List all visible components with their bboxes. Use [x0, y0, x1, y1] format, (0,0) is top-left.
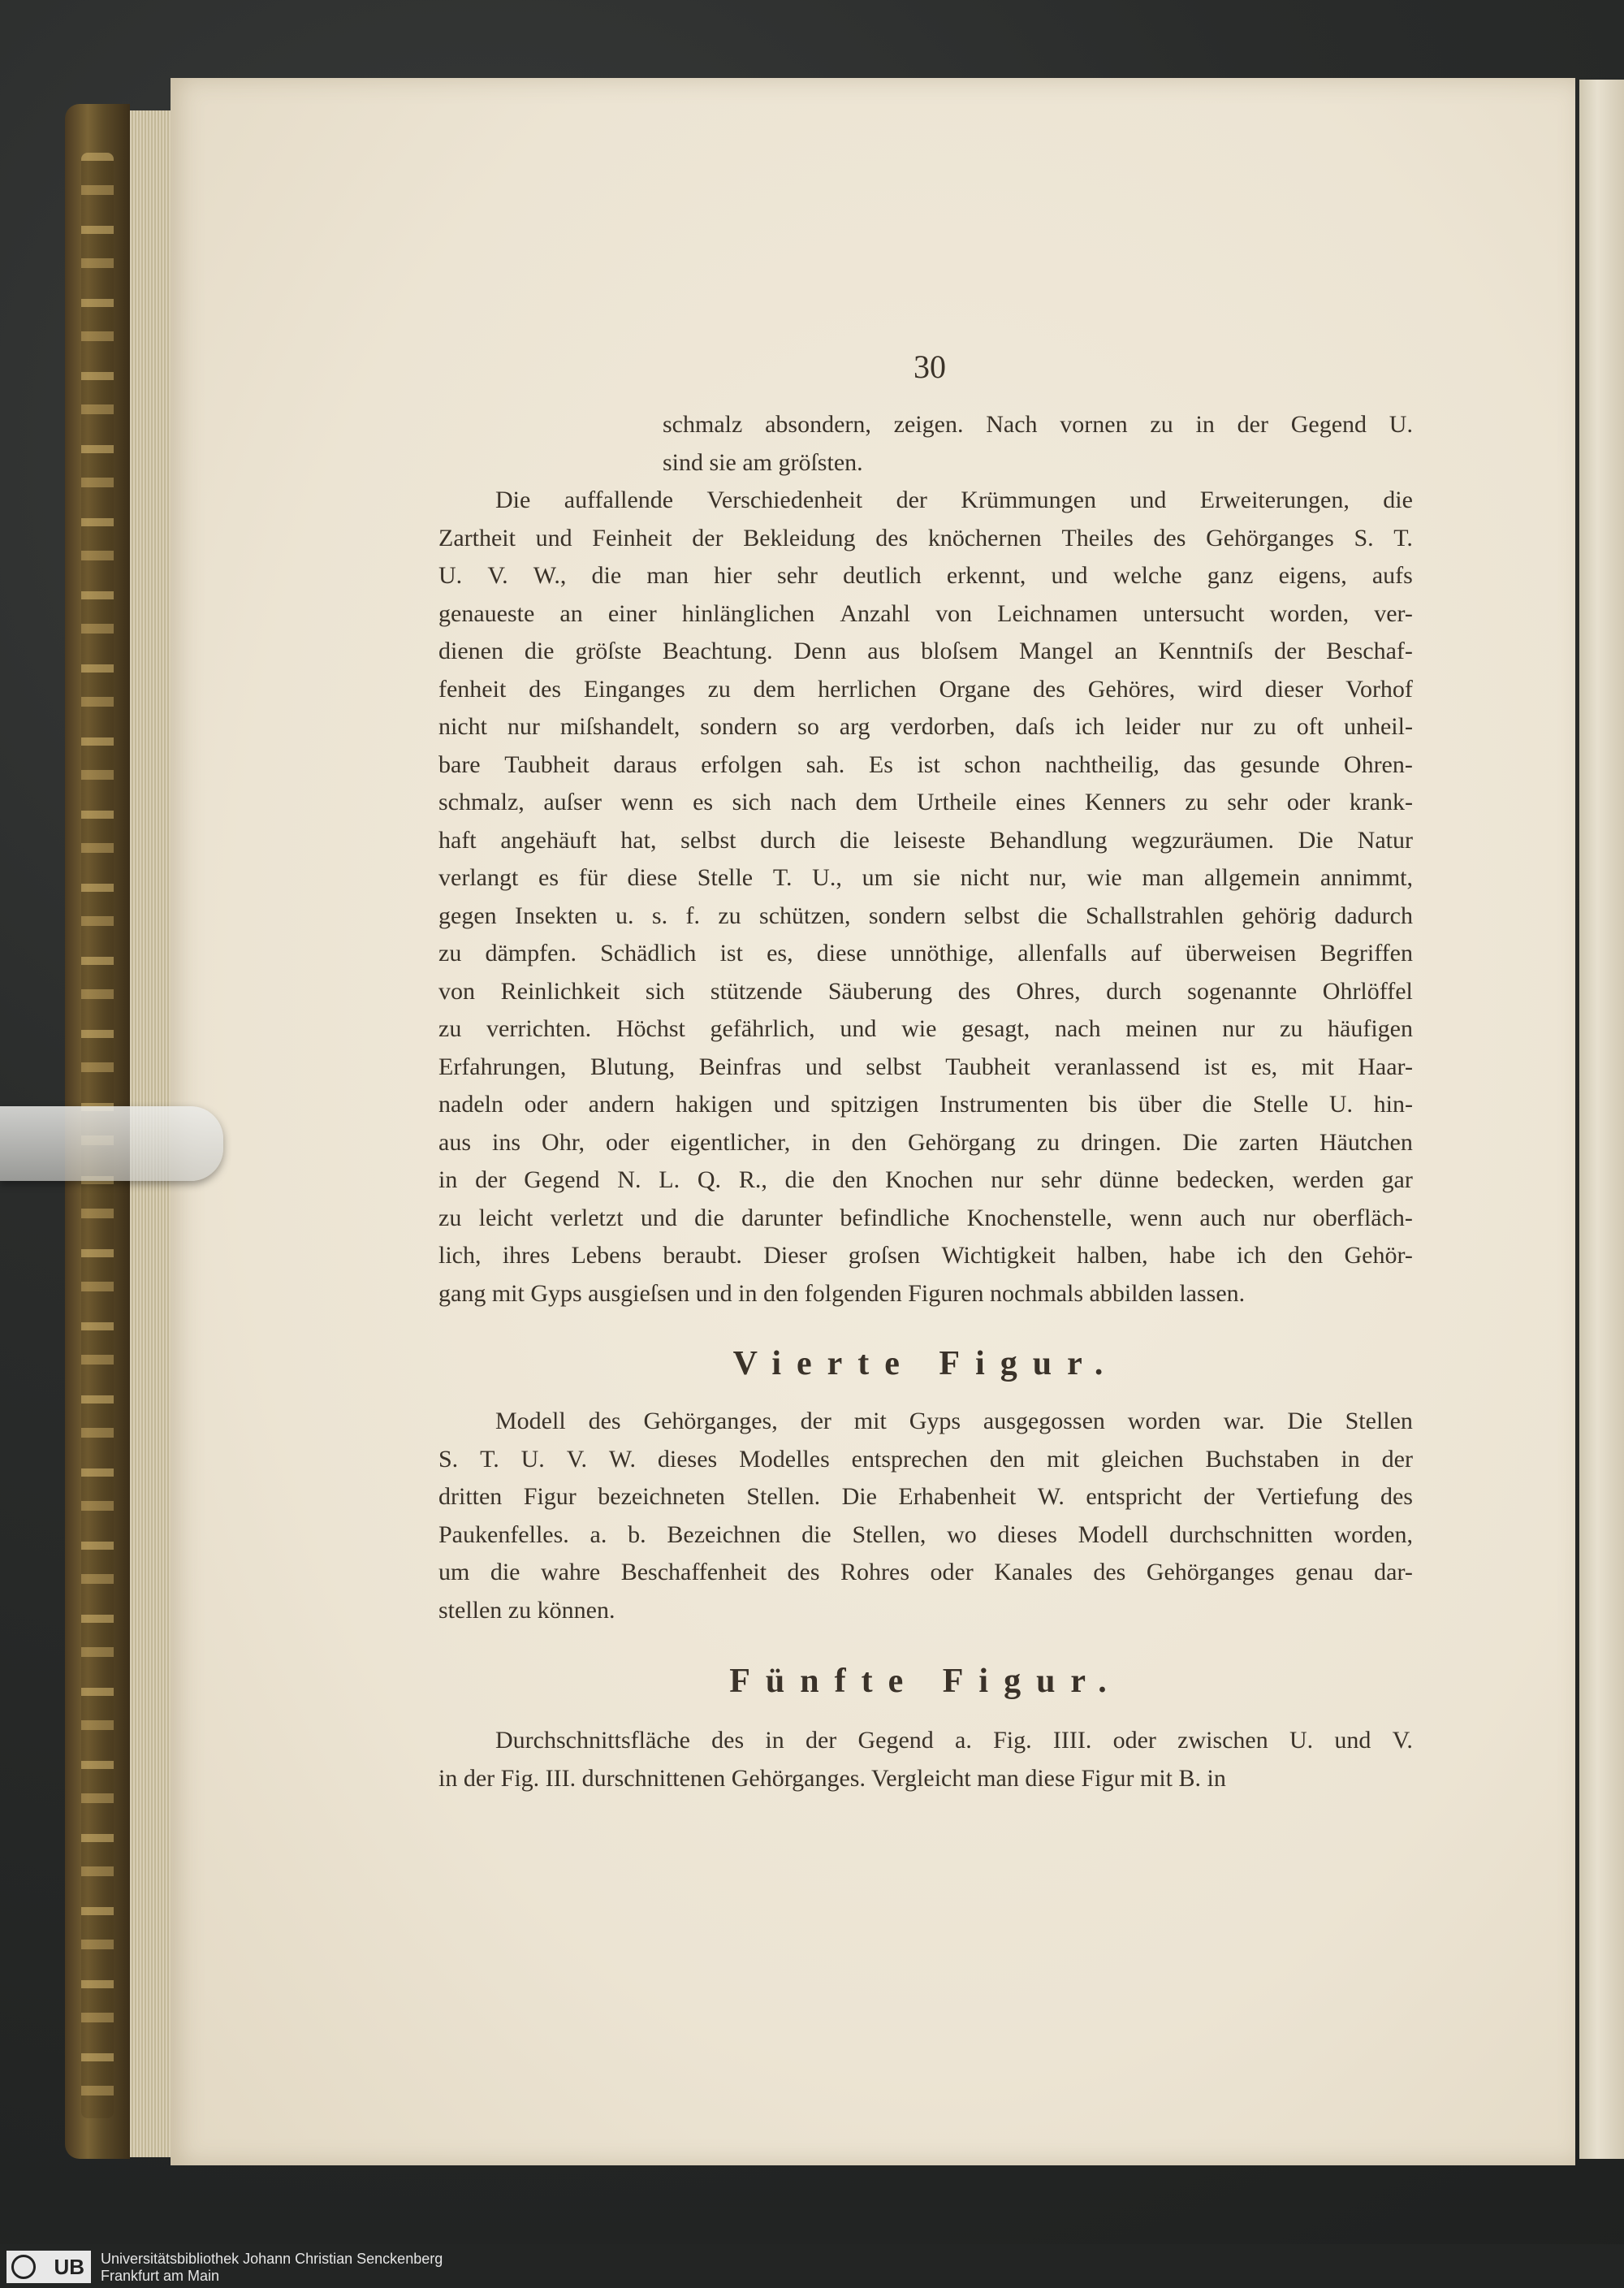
text-line: schmalz absondern, zeigen. Nach vornen zu in der Gegend U. — [663, 411, 1413, 438]
text-line: von Reinlichkeit sich stützende Säuberung des Ohres, durch sogenannte Ohrlöffel — [438, 977, 1413, 1005]
text-line: verlangt es für diese Stelle T. U., um sie nicht nur, wie man allgemein annimmt, — [438, 864, 1413, 891]
text-line: genaueste an einer hinlänglichen Anzahl von Leichnamen untersucht worden, ver- — [438, 599, 1413, 627]
text-block-2 — [438, 482, 1413, 1313]
text-line: zu dämpfen. Schädlich ist es, diese unnöthige, allenfalls auf überweisen Begriffen — [438, 940, 1413, 967]
text-block-4 — [438, 1722, 1413, 1797]
text-block-1 — [663, 406, 1413, 482]
text-line: stellen zu können. — [438, 1596, 615, 1624]
text-line: haft angehäuft hat, selbst durch die leiseste Behandlung wegzuräumen. Die Natur — [438, 826, 1413, 854]
text-line: um die wahre Beschaffenheit des Rohres oder Kanales des Gehörganges genau dar- — [438, 1559, 1413, 1585]
text-line: zu leicht verletzt und die darunter befindliche Knochenstelle, wenn auch nur oberfläch- — [438, 1204, 1413, 1231]
library-name — [101, 2251, 443, 2285]
text-line: sind sie am gröſsten. — [663, 448, 863, 476]
text-line: gang mit Gyps ausgieſsen und in den folgenden Figuren nochmals abbilden lassen. — [438, 1279, 1246, 1307]
text-line: schmalz, auſser wenn es sich nach dem Urtheile eines Kenners zu sehr oder krank- — [438, 789, 1413, 815]
text-line: Paukenfelles. a. b. Bezeichnen die Stellen, wo dieses Modell durchschnitten worden, — [438, 1520, 1413, 1548]
text-line: nadeln oder andern hakigen und spitzigen Instrumenten bis über die Stelle U. hin- — [438, 1091, 1413, 1118]
library-logo-text: UB — [54, 2254, 84, 2279]
text-line: gegen Insekten u. s. f. zu schützen, sondern selbst die Schallstrahlen gehörig dadurch — [438, 902, 1413, 929]
text-line: aus ins Ohr, oder eigentlicher, in den Gehörgang zu dringen. Die zarten Häutchen — [438, 1128, 1413, 1156]
page-clip — [0, 1106, 223, 1181]
library-logo-mark — [11, 2255, 36, 2279]
text-line: Modell des Gehörganges, der mit Gyps ausgegossen worden war. Die Stellen — [495, 1408, 1413, 1434]
text-line: dritten Figur bezeichneten Stellen. Die Erhabenheit W. entspricht der Vertiefung des — [438, 1483, 1413, 1510]
library-name-line-2: Frankfurt am Main — [101, 2268, 220, 2284]
text-line: Erfahrungen, Blutung, Beinfras und selbst Taubheit veranlassend ist es, mit Haar- — [438, 1053, 1413, 1080]
text-line: Durchschnittsfläche des in der Gegend a. Fig. IIII. oder zwischen U. und V. — [495, 1727, 1413, 1754]
text-line: in der Gegend N. L. Q. R., die den Knochen nur sehr dünne bedecken, werden gar — [438, 1166, 1413, 1193]
library-footer — [0, 2244, 1624, 2288]
library-name-line-1: Universitätsbibliothek Johann Christian Senckenberg — [101, 2251, 443, 2267]
text-line: dienen die gröſste Beachtung. Denn aus bloſsem Mangel an Kenntniſs der Beschaf- — [438, 638, 1413, 664]
text-line: S. T. U. V. W. dieses Modelles entsprechen den mit gleichen Buchstaben in der — [438, 1445, 1413, 1473]
text-block-3 — [438, 1403, 1413, 1629]
text-line: lich, ihres Lebens beraubt. Dieser groſsen Wichtigkeit halben, habe ich den Gehör- — [438, 1242, 1413, 1269]
text-line: zu verrichten. Höchst gefährlich, und wie gesagt, nach meinen nur zu häufigen — [438, 1015, 1413, 1042]
text-line: bare Taubheit daraus erfolgen sah. Es ist schon nachtheilig, das gesunde Ohren- — [438, 750, 1413, 778]
text-line: U. V. W., die man hier sehr deutlich erkennt, und welche ganz eigens, aufs — [438, 562, 1413, 589]
text-line: in der Fig. III. durschnittenen Gehörganges. Vergleicht man diese Figur mit B. in — [438, 1764, 1226, 1792]
library-logo — [6, 2251, 91, 2283]
text-line: nicht nur miſshandelt, sondern so arg verdorben, daſs ich leider nur zu oft unheil- — [438, 713, 1413, 740]
text-line: fenheit des Einganges zu dem herrlichen Organe des Gehöres, wird dieser Vorhof — [438, 675, 1413, 703]
heading-vierte-figur: Vierte Figur. — [732, 1345, 1119, 1382]
text-line: Die auffallende Verschiedenheit der Krümmungen und Erweiterungen, die — [495, 487, 1413, 513]
heading-fuenfte-figur: Fünfte Figur. — [729, 1663, 1122, 1700]
text-line: Zartheit und Feinheit der Bekleidung des knöchernen Theiles des Gehörganges S. T. — [438, 524, 1413, 551]
page-number: 30 — [914, 348, 946, 385]
facing-page-edge — [1579, 80, 1624, 2159]
